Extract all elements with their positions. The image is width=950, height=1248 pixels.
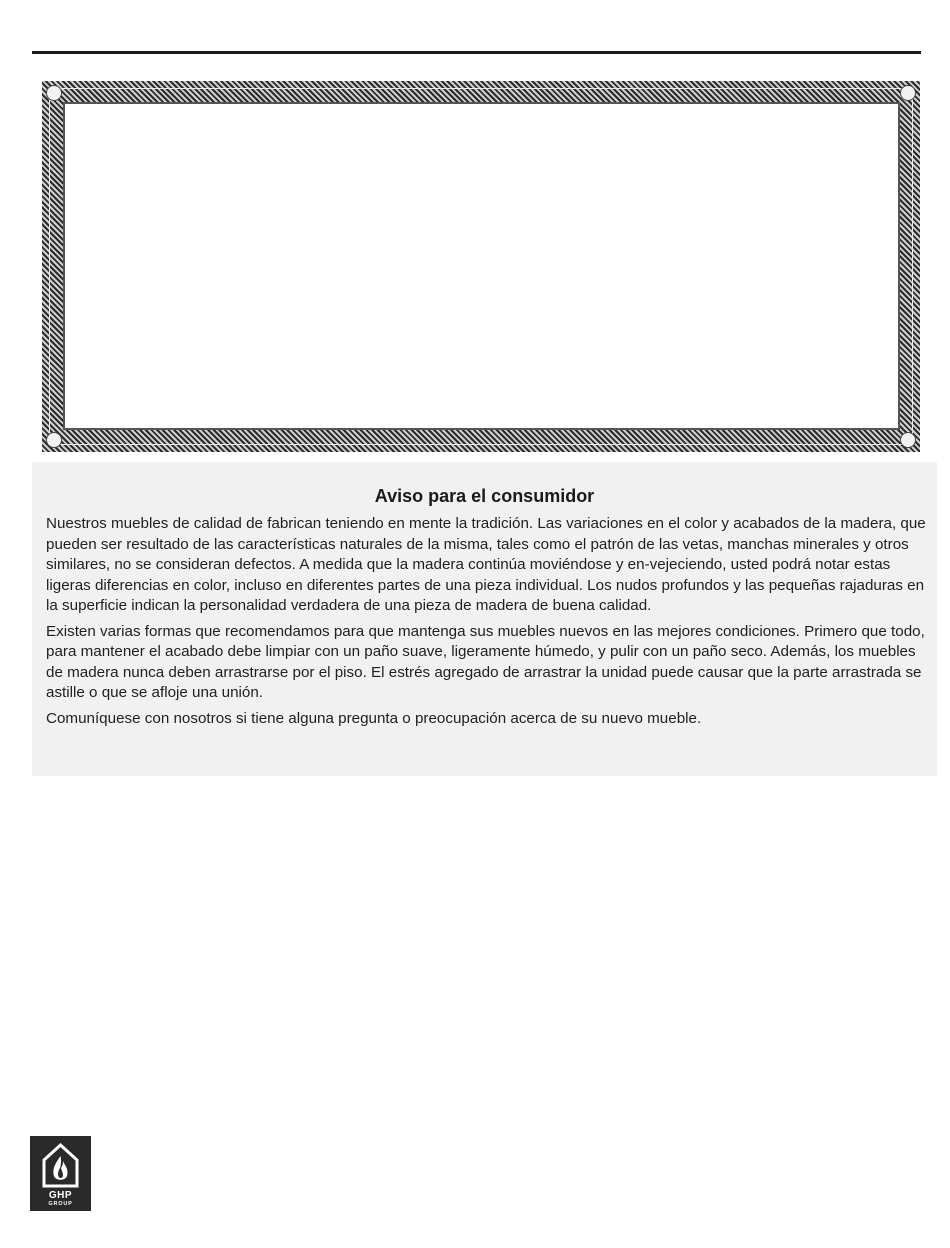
consumer-notice — [32, 462, 937, 776]
notice-paragraph: Nuestros muebles de calidad de fabrican teniendo en mente la tradición. Las variaciones en el color y acabados de la madera, que pueden ser resultado de las características naturales de la misma, tales como el patrón de las vetas, manchas minerales y otros similares, no se consideran defectos. A medida que la madera continúa moviéndose y en-vejeciendo, usted podrá notar estas ligeras diferencias en color, incluso en diferentes partes de una pieza individual. Los nudos profundos y las pequeñas rajaduras en la superficie indican la personalidad verdadera de una pieza de madera de buena calidad. — [46, 515, 926, 614]
header-rule — [32, 51, 921, 54]
corner-ornament — [900, 85, 916, 101]
notice-paragraph: Comuníquese con nosotros si tiene alguna pregunta o preocupación acerca de su nuevo mueble. — [46, 709, 702, 727]
logo-subtitle: GROUP — [48, 1201, 73, 1207]
corner-ornament — [46, 432, 62, 448]
notice-title: Aviso para el consumidor — [374, 486, 595, 506]
corner-ornament — [46, 85, 62, 101]
corner-ornament — [900, 432, 916, 448]
logo-name: GHP — [48, 1190, 73, 1201]
blank-frame-area — [63, 102, 900, 430]
notice-paragraph: Existen varias formas que recomendamos para que mantenga sus muebles nuevos en las mejores condiciones. Primero que todo, para mantener el acabado debe limpiar con un paño suave, ligeramente húmedo, y pulir con un paño seco. Además, los muebles de madera nunca deben arrastrarse por el piso. El estrés agregado de arrastrar la unidad puede causar que la parte arrastrada se astille o que se afloje una unión. — [46, 622, 925, 701]
ghp-group-logo — [30, 1136, 91, 1211]
notice-body — [46, 514, 926, 734]
decorative-border-frame — [42, 81, 920, 452]
